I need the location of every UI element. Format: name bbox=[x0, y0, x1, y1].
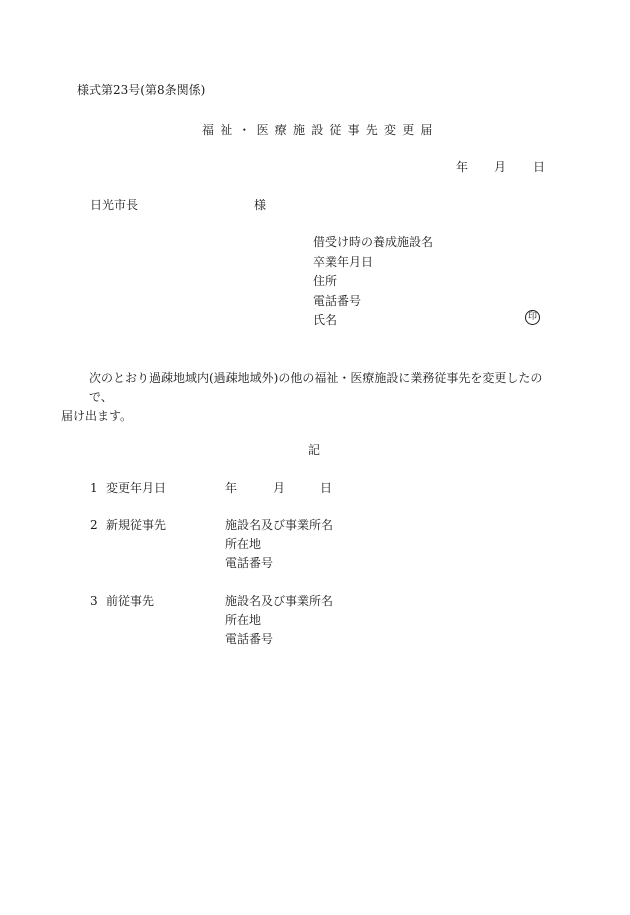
item-new-workplace bbox=[90, 519, 224, 531]
item-previous-workplace bbox=[90, 595, 224, 607]
applicant-field-school: 借受け時の養成施設名 bbox=[313, 235, 434, 249]
seal-mark: 印 bbox=[525, 310, 540, 325]
item-number: 3 bbox=[90, 594, 98, 608]
item-label: 変更年月日 bbox=[106, 481, 167, 495]
date-year-label: 年 bbox=[456, 160, 469, 174]
prev-facility-name-label: 施設名及び事業所名 bbox=[225, 594, 334, 608]
notice-body bbox=[61, 369, 561, 426]
item-change-date-fields bbox=[225, 482, 332, 494]
change-month-label: 月 bbox=[273, 481, 286, 495]
date-day-label: 日 bbox=[533, 160, 546, 174]
notice-line-2: 届け出ます。 bbox=[61, 409, 133, 423]
prev-location-label: 所在地 bbox=[225, 613, 262, 627]
item-new-workplace-fields bbox=[225, 519, 333, 576]
addressee-honorific: 様 bbox=[254, 198, 267, 212]
form-number: 様式第23号(第8条関係) bbox=[77, 83, 206, 97]
new-phone-label: 電話番号 bbox=[225, 556, 274, 570]
document-title: 福祉・医療施設従事先変更届 bbox=[202, 123, 439, 137]
new-location-label: 所在地 bbox=[225, 537, 262, 551]
item-label: 新規従事先 bbox=[106, 518, 167, 532]
applicant-field-phone: 電話番号 bbox=[313, 293, 362, 308]
submission-date bbox=[456, 161, 545, 173]
item-previous-workplace-fields bbox=[225, 595, 333, 652]
applicant-field-name: 氏名 bbox=[313, 313, 338, 327]
prev-phone-label: 電話番号 bbox=[225, 632, 274, 646]
item-number: 2 bbox=[90, 518, 98, 532]
change-year-label: 年 bbox=[225, 481, 238, 495]
applicant-block bbox=[313, 236, 433, 334]
ki-heading: 記 bbox=[308, 443, 321, 457]
date-month-label: 月 bbox=[494, 160, 507, 174]
new-facility-name-label: 施設名及び事業所名 bbox=[225, 518, 334, 532]
notice-line-1: 次のとおり過疎地域内(過疎地域外)の他の福祉・医療施設に業務従事先を変更したので、 bbox=[89, 371, 543, 404]
applicant-field-graduation-date: 卒業年月日 bbox=[313, 254, 374, 269]
change-day-label: 日 bbox=[320, 481, 333, 495]
item-number: 1 bbox=[90, 481, 98, 495]
item-change-date bbox=[90, 482, 224, 494]
applicant-field-address: 住所 bbox=[313, 274, 338, 288]
item-label: 前従事先 bbox=[106, 594, 155, 608]
addressee-name: 日光市長 bbox=[90, 198, 139, 212]
